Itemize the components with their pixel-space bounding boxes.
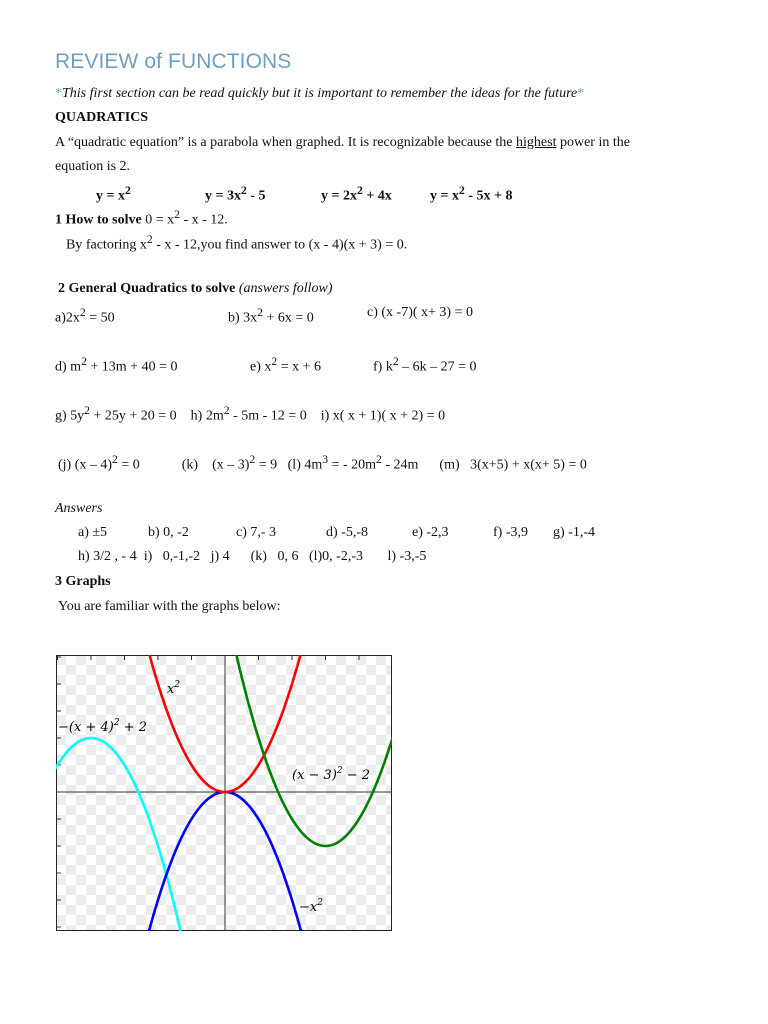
example-equation-4 bbox=[430, 182, 512, 206]
eq-text: + 4x bbox=[362, 188, 392, 204]
section-title: 1 How to solve bbox=[55, 212, 142, 228]
answer-f: f) -3,9 bbox=[493, 525, 528, 540]
para-text: A “quadratic equation” is a parabola when graphed. It is recognizable because the bbox=[55, 135, 517, 150]
page-title: REVIEW of FUNCTIONS bbox=[55, 50, 292, 73]
problem-e: e) $x^2 = x + 6$ bbox=[250, 355, 322, 375]
eq-text: - 5 bbox=[246, 188, 266, 204]
eq-text: By factoring x bbox=[66, 237, 147, 253]
problem-d: d) $m^2 + 13m + 40 = 0$ bbox=[55, 355, 178, 375]
exponent: 2 bbox=[124, 184, 131, 197]
eq-text: - x - 12,you find answer to (x - 4)(x + 3) = 0. bbox=[152, 237, 408, 253]
problem-a: $a)2x^2 = 50$ bbox=[55, 306, 115, 326]
intro-text: This first section can be read quickly but it is important to remember the ideas for the future bbox=[62, 86, 578, 101]
answer-c: c) 7,- 3 bbox=[236, 525, 277, 540]
eq-text: - 5x + 8 bbox=[464, 188, 513, 204]
quadratics-paragraph-line2: equation is 2. bbox=[55, 159, 131, 174]
answer-d: d) -5,-8 bbox=[326, 525, 368, 540]
example-equation-2 bbox=[205, 182, 265, 206]
general-quadratics-title bbox=[58, 280, 333, 298]
asterisk: * bbox=[577, 86, 585, 101]
asterisk: * bbox=[55, 86, 62, 101]
eq-text: y = 3x bbox=[205, 188, 241, 204]
problem-j-k-l-m: (j) (x – 4)$^2$ = 0 (k) (x – 3)$^2$ = 9 (l) $4m^3$ = - $20m^2 - 24m$ (m) 3(x+5) + x(x+ 5) = 0 bbox=[58, 453, 587, 473]
underlined-word: highest bbox=[516, 135, 557, 150]
eq-text: y = x bbox=[430, 188, 459, 204]
eq-text: y = x bbox=[96, 188, 125, 204]
label-x-minus-3-squared-minus-2: $(x - 3)^2 - 2$ bbox=[292, 766, 371, 783]
eq-text: 0 = x bbox=[141, 212, 175, 228]
answer-b: b) 0, -2 bbox=[148, 525, 189, 540]
problem-b: b) $3x^2 + 6x = 0$ bbox=[228, 306, 314, 326]
answers-label: Answers bbox=[55, 501, 103, 516]
quadratics-paragraph bbox=[55, 134, 630, 152]
quadratics-title: QUADRATICS bbox=[55, 110, 149, 125]
how-to-solve-line bbox=[55, 206, 228, 230]
eq-text: y = 2x bbox=[321, 188, 357, 204]
section-title: 2 General Quadratics to solve bbox=[58, 281, 236, 296]
answer-a: a) ±5 bbox=[78, 525, 108, 540]
exponent: 2 bbox=[174, 208, 180, 221]
exponent: 2 bbox=[240, 184, 247, 197]
label-neg-x-squared: $-x^2$ bbox=[299, 898, 323, 915]
intro-note bbox=[55, 85, 584, 103]
example-equation-3 bbox=[321, 182, 392, 206]
graphs-intro: You are familiar with the graphs below: bbox=[58, 599, 281, 614]
problem-c: c) (x -7)( x+ 3) = 0 bbox=[367, 305, 473, 320]
by-factoring-line bbox=[66, 231, 407, 255]
exponent: 2 bbox=[356, 184, 363, 197]
exponent: 2 bbox=[146, 233, 153, 246]
label-neg-x-plus-4-squared-plus-2: $-(x + 4)^2 + 2$ bbox=[58, 718, 147, 735]
example-equation-1 bbox=[96, 182, 131, 206]
exponent: 2 bbox=[458, 184, 465, 197]
parabola-graph bbox=[56, 655, 392, 931]
para-text: power in the bbox=[556, 135, 630, 150]
answer-g: g) -1,-4 bbox=[553, 525, 595, 540]
label-x-squared: $x^2$ bbox=[167, 680, 181, 697]
problem-g-h-i: g) $5y^2 + 25y + 20 = 0$ h) $2m^2 - 5m - 12 = 0$ i) x( x + 1)( x + 2) = 0 bbox=[55, 404, 446, 424]
eq-text: - x - 12. bbox=[179, 212, 228, 228]
answer-e: e) -2,3 bbox=[412, 525, 449, 540]
graphs-title: 3 Graphs bbox=[55, 574, 111, 589]
problem-f: f) $k^2 - 6k - 27 = 0$ bbox=[373, 355, 477, 375]
answers-note: (answers follow) bbox=[238, 281, 333, 296]
answers-row-2: h) 3/2 , - 4 i) 0,-1,-2 j) 4 (k) 0, 6 (l)0, -2,-3 l) -3,-5 bbox=[78, 549, 427, 564]
